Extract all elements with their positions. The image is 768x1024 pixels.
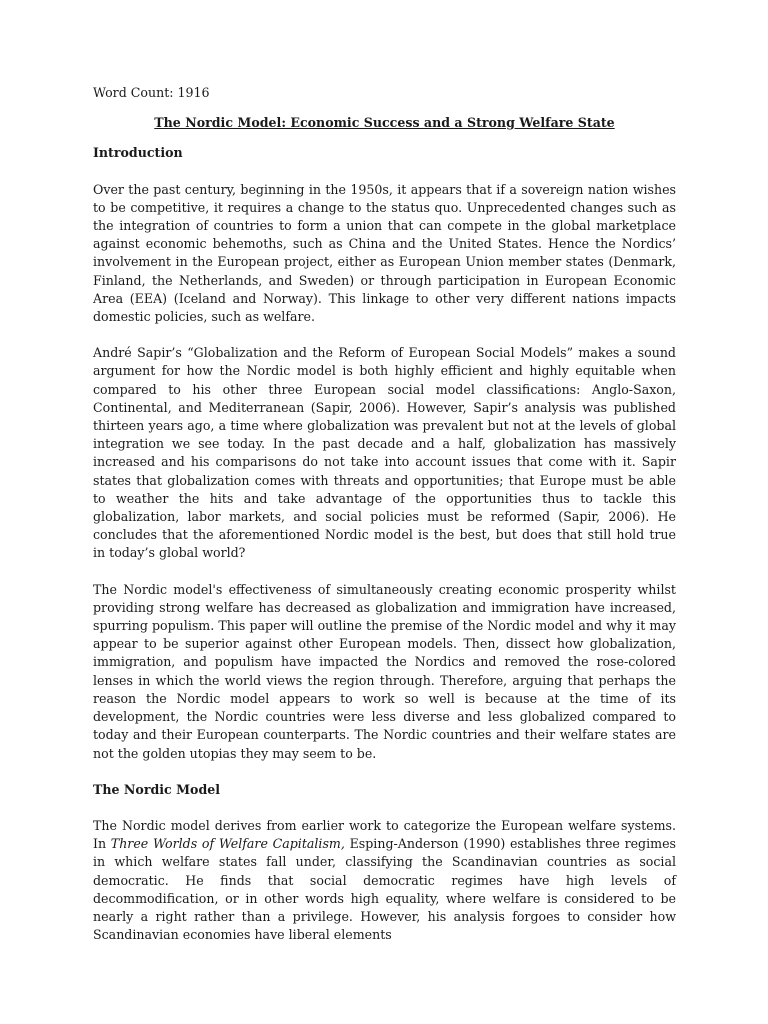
nordic-model-text-after: Esping-Anderson (1990) establishes three regimes in which welfare states fall under, classifying the Scandinavian countries as social democratic. He finds that social democratic regimes have high levels of decommodification, or in other words high equality, where welfare is considered to be nearly a right rather than a privilege. However, his analysis forgoes to consider how Scandinavian economies have liberal elements bbox=[93, 836, 676, 943]
section-heading-introduction: Introduction bbox=[93, 145, 183, 161]
book-title-italic: Three Worlds of Welfare Capitalism, bbox=[110, 836, 345, 852]
introduction-paragraph-1: Over the past century, beginning in the 1950s, it appears that if a sovereign nation wishes to be competitive, it requires a change to the status quo. Unprecedented changes such as the integration of countries to form a union that can compete in the global marketplace against economic behemoths, such as China and the United States. Hence the Nordics’ involvement in the European project, either as European Union member states (Denmark, Finland, the Netherlands, and Sweden) or through participation in European Economic Area (EEA) (Iceland and Norway). This linkage to other very different nations impacts domestic policies, such as welfare. bbox=[93, 181, 676, 325]
nordic-model-paragraph-1 bbox=[93, 817, 676, 944]
nordic-model-text-before: The Nordic model derives from earlier work to categorize the European welfare systems. In bbox=[93, 817, 676, 852]
document-title: The Nordic Model: Economic Success and a Strong Welfare State bbox=[154, 115, 615, 131]
introduction-paragraph-2: André Sapir’s “Globalization and the Reform of European Social Models” makes a sound argument for how the Nordic model is both highly efficient and highly equitable when compared to his other three European social model classifications: Anglo-Saxon, Continental, and Mediterranean (Sapir, 2006). However, Sapir’s analysis was published thirteen years ago, a time where globalization was prevalent but not at the levels of global integration we see today. In the past decade and a half, globalization has massively increased and his comparisons do not take into account issues that come with it. Sapir states that globalization comes with threats and opportunities; that Europe must be able to weather the hits and take advantage of the opportunities thus to tackle this globalization, labor markets, and social policies must be reformed (Sapir, 2006). He concludes that the aforementioned Nordic model is the best, but does that still hold true in today’s global world? bbox=[93, 345, 676, 561]
introduction-paragraph-3: The Nordic model's effectiveness of simultaneously creating economic prosperity whilst providing strong welfare has decreased as globalization and immigration have increased, spurring populism. This paper will outline the premise of the Nordic model and why it may appear to be superior against other European models. Then, dissect how globalization, immigration, and populism have impacted the Nordics and removed the rose-colored lenses in which the world views the region through. Therefore, arguing that perhaps the reason the Nordic model appears to work so well is because at the time of its development, the Nordic countries were less diverse and less globalized compared to today and their European counterparts. The Nordic countries and their welfare states are not the golden utopias they may seem to be. bbox=[93, 581, 676, 761]
word-count: Word Count: 1916 bbox=[93, 85, 210, 100]
section-heading-nordic-model: The Nordic Model bbox=[93, 781, 221, 797]
document-page bbox=[93, 84, 676, 962]
